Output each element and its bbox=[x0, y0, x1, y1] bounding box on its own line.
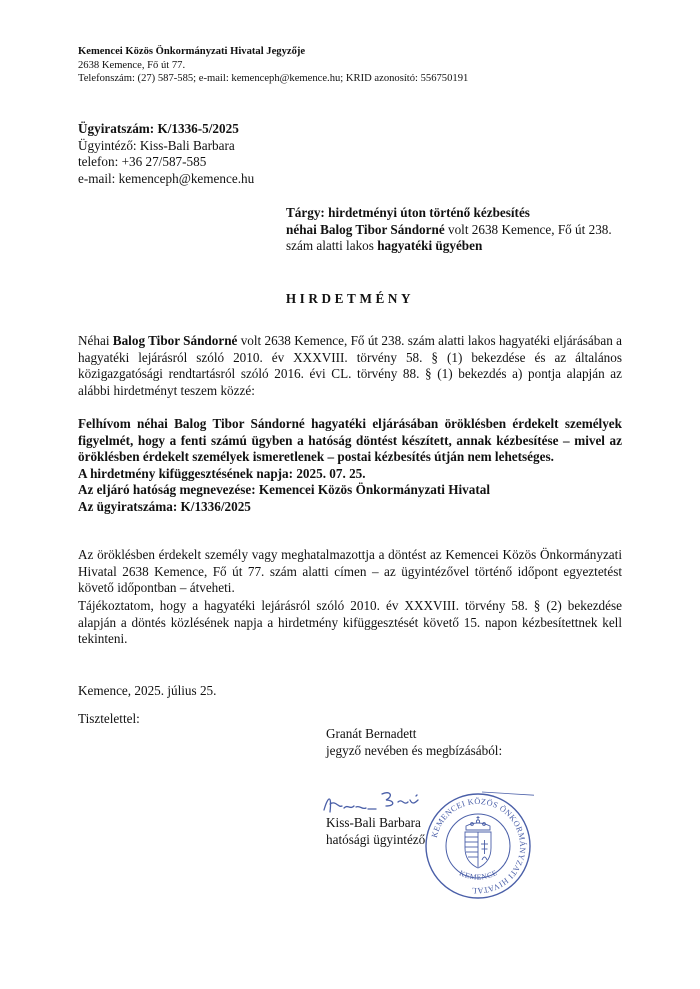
intro-name: Balog Tibor Sándorné bbox=[112, 333, 238, 348]
delivery-paragraph: Tájékoztatom, hogy a hagyatéki lejárásról szóló 2010. év XXXVIII. törvény 58. § (2) bekezdése alapján a döntés közlésének napja a hirdetmény kifüggesztését követő 15. napon kézbesítettnek kell tekinteni. bbox=[78, 598, 622, 647]
notice-block bbox=[78, 416, 622, 516]
administrator: Ügyintéző: Kiss-Bali Barbara bbox=[78, 137, 235, 153]
intro-paragraph bbox=[78, 333, 622, 399]
reference-block bbox=[78, 121, 254, 187]
subject-matter: hagyatéki ügyében bbox=[377, 238, 483, 254]
letterhead bbox=[78, 45, 468, 86]
place-date: Kemence, 2025. július 25. bbox=[78, 683, 217, 698]
signature-block bbox=[326, 815, 425, 848]
letterhead-contact: Telefonszám: (27) 587-585; e-mail: kemenceph@kemence.hu; KRID azonosító: 556750191 bbox=[78, 73, 469, 85]
subject-deceased: néhai Balog Tibor Sándorné bbox=[286, 221, 445, 237]
letterhead-org: Kemencei Közös Önkormányzati Hivatal Jegyzője bbox=[78, 46, 306, 57]
signature-name: Kiss-Bali Barbara bbox=[326, 815, 421, 830]
signer-name: Granát Bernadett bbox=[326, 726, 417, 741]
intro-prefix: Néhai bbox=[78, 333, 113, 348]
case-number: Ügyiratszám: K/1336-5/2025 bbox=[78, 121, 239, 136]
intro-rest: volt 2638 Kemence, Fő út 238. szám alatti lakos hagyatéki eljárásában a hagyatéki lejárásról szóló 2010. év XXXVIII. törvény 58. § (1) bekezdése és az általános közigazgatósági rendtartásról szóló 2016. évi CL. törvény 88. § (1) bekezdés a) pontja alapján az alábbi hirdetményt teszem közzé: bbox=[78, 333, 622, 398]
letterhead-address: 2638 Kemence, Fő út 77. bbox=[78, 59, 186, 71]
subject-detail bbox=[286, 222, 626, 255]
subject-address: volt 2638 Kemence, Fő út 238. szám alatti lakos bbox=[286, 221, 612, 254]
notice-case-number: Az ügyiratszáma: K/1336/2025 bbox=[78, 498, 251, 514]
subject-block bbox=[286, 205, 626, 255]
email: e-mail: kemenceph@kemence.hu bbox=[78, 170, 255, 186]
document-title: HIRDETMÉNY bbox=[285, 291, 415, 306]
notice-body: Felhívom néhai Balog Tibor Sándorné hagyatéki eljárásában öröklésben érdekelt személyek figyelmét, hogy a fenti számú ügyben a hatóság döntést készített, annak kézbesítése – mivel az öröklésben érdekelt személyek ismeretlenek – postai kézbesítés útján nem lehetséges. bbox=[78, 416, 622, 465]
signer-block bbox=[326, 726, 502, 759]
signer-on-behalf: jegyző nevében és megbízásából: bbox=[326, 742, 503, 758]
pickup-paragraph: Az öröklésben érdekelt személy vagy meghatalmazottja a döntést az Kemencei Közös Önkormányzati Hivatal 2638 Kemence, Fő út 77. szám alatti címen – az ügyintézővel történő időpont egyeztetést követő időpontban – átveheti. bbox=[78, 547, 622, 596]
seal-bottom-textpath: KEMENCE bbox=[457, 867, 500, 882]
coat-of-arms-icon bbox=[465, 816, 491, 868]
greeting: Tisztelettel: bbox=[78, 711, 140, 726]
phone: telefon: +36 27/587-585 bbox=[78, 154, 207, 170]
official-seal bbox=[422, 790, 534, 902]
signature-role: hatósági ügyintéző bbox=[326, 831, 426, 847]
notice-authority: Az eljáró hatóság megnevezése: Kemencei Közös Önkormányzati Hivatal bbox=[78, 482, 491, 498]
subject-label: Tárgy: hirdetményi úton történő kézbesítés bbox=[286, 205, 530, 220]
seal-ring-textpath: KEMENCEI KÖZÖS ÖNKORMÁNYZATI HIVATAL bbox=[429, 796, 528, 896]
notice-posting-date: A hirdetmény kifüggesztésének napja: 2025. 07. 25. bbox=[78, 465, 366, 481]
seal-bottom-text bbox=[458, 868, 499, 882]
